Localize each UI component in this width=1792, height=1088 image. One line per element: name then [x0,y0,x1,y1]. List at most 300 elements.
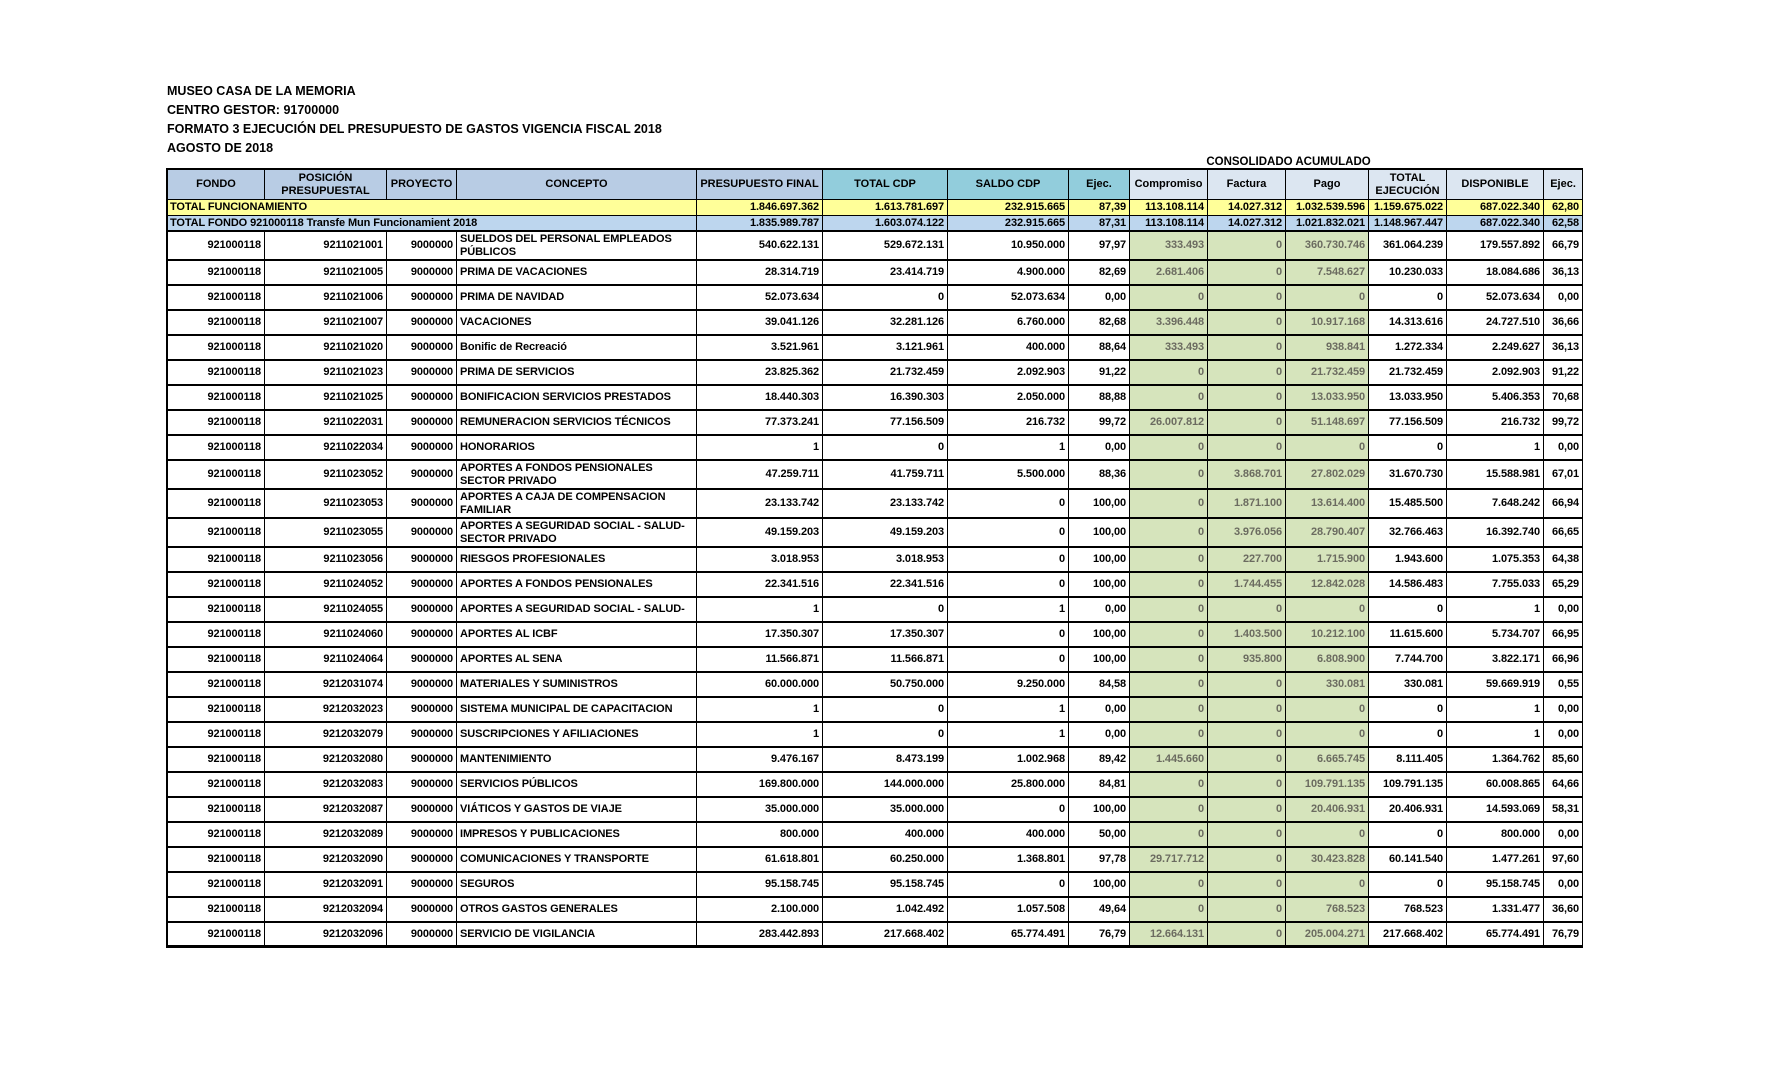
cell-total_ejecucion: 77.156.509 [1369,411,1447,436]
cell-compromiso: 2.681.406 [1130,261,1208,286]
cell-pago: 330.081 [1286,673,1369,698]
cell-saldo_cdp: 216.732 [948,411,1069,436]
cell-ejec_total: 0,00 [1544,823,1583,848]
cell-pago: 6.665.745 [1286,748,1369,773]
cell-ejec_cdp: 49,64 [1069,898,1130,923]
cell-proyecto: 9000000 [387,898,457,923]
data-row [166,598,1583,623]
cell-compromiso: 26.007.812 [1130,411,1208,436]
cell-concepto: SEGUROS [457,873,697,898]
cell-compromiso: 0 [1130,519,1208,548]
spacer [166,145,823,168]
cell-factura: 0 [1208,436,1286,461]
report-title: MUSEO CASA DE LA MEMORIA [167,84,356,98]
cell-posicion: 9211024064 [265,648,387,673]
cell-presupuesto_final: 3.018.953 [697,548,823,573]
total-row [166,200,1583,216]
cell-pago: 938.841 [1286,336,1369,361]
cell-factura: 935.800 [1208,648,1286,673]
data-row [166,436,1583,461]
cell-ejec_total: 0,00 [1544,723,1583,748]
cell-total_cdp: 23.133.742 [823,490,948,519]
data-row [166,823,1583,848]
cell-disponible: 59.669.919 [1447,673,1544,698]
cell-ejec_cdp: 76,79 [1069,923,1130,948]
cell-presupuesto_final: 49.159.203 [697,519,823,548]
cell-total_ejecucion: 7.744.700 [1369,648,1447,673]
cell-presupuesto_final: 22.341.516 [697,573,823,598]
cell-factura: 3.868.701 [1208,461,1286,490]
cell-total_ejecucion: 32.766.463 [1369,519,1447,548]
cell-total_cdp: 0 [823,723,948,748]
cell-compromiso: 0 [1130,490,1208,519]
table-body [166,200,1583,948]
cell-presupuesto_final: 11.566.871 [697,648,823,673]
cell-compromiso: 0 [1130,698,1208,723]
column-header-total-cdp: TOTAL CDP [823,168,948,200]
cell-proyecto: 9000000 [387,598,457,623]
cell-disponible: 687.022.340 [1447,200,1544,216]
cell-total_ejecucion: 20.406.931 [1369,798,1447,823]
total-row [166,216,1583,233]
cell-compromiso: 0 [1130,873,1208,898]
cell-disponible: 7.648.242 [1447,490,1544,519]
cell-total_cdp: 32.281.126 [823,311,948,336]
cell-ejec_cdp: 0,00 [1069,598,1130,623]
cell-total_ejecucion: 768.523 [1369,898,1447,923]
cell-pago: 0 [1286,598,1369,623]
cell-disponible: 95.158.745 [1447,873,1544,898]
cell-saldo_cdp: 0 [948,490,1069,519]
cell-total_cdp: 11.566.871 [823,648,948,673]
cell-pago: 1.715.900 [1286,548,1369,573]
cell-ejec_total: 85,60 [1544,748,1583,773]
cell-fondo: 921000118 [166,698,265,723]
cell-fondo: 921000118 [166,361,265,386]
cell-concepto: COMUNICACIONES Y TRANSPORTE [457,848,697,873]
cell-posicion: 9211021001 [265,232,387,261]
cell-factura: 0 [1208,873,1286,898]
cell-proyecto: 9000000 [387,623,457,648]
cell-ejec_total: 76,79 [1544,923,1583,948]
budget-execution-table [166,145,1583,948]
cell-total_ejecucion: 361.064.239 [1369,232,1447,261]
cell-compromiso: 0 [1130,361,1208,386]
cell-posicion: 9212032096 [265,923,387,948]
cell-factura: 14.027.312 [1208,216,1286,233]
cell-ejec_total: 62,80 [1544,200,1583,216]
cell-ejec_cdp: 88,36 [1069,461,1130,490]
cell-total_cdp: 0 [823,598,948,623]
cell-presupuesto_final: 283.442.893 [697,923,823,948]
cell-ejec_cdp: 87,31 [1069,216,1130,233]
column-header-ejec-total: Ejec. [1544,168,1583,200]
periodo-line: AGOSTO DE 2018 [167,141,274,155]
cell-compromiso: 0 [1130,798,1208,823]
cell-fondo: 921000118 [166,286,265,311]
cell-saldo_cdp: 0 [948,873,1069,898]
cell-ejec_cdp: 100,00 [1069,548,1130,573]
cell-total_cdp: 77.156.509 [823,411,948,436]
cell-fondo: 921000118 [166,461,265,490]
cell-posicion: 9211023056 [265,548,387,573]
cell-presupuesto_final: 28.314.719 [697,261,823,286]
column-header-total-ejecucion: TOTAL EJECUCIÓN [1369,168,1447,200]
data-row [166,386,1583,411]
cell-total_ejecucion: 0 [1369,873,1447,898]
cell-pago: 0 [1286,286,1369,311]
data-row [166,411,1583,436]
cell-disponible: 18.084.686 [1447,261,1544,286]
cell-proyecto: 9000000 [387,823,457,848]
cell-total_ejecucion: 31.670.730 [1369,461,1447,490]
cell-total_cdp: 0 [823,698,948,723]
cell-presupuesto_final: 169.800.000 [697,773,823,798]
cell-concepto: BONIFICACION SERVICIOS PRESTADOS [457,386,697,411]
cell-saldo_cdp: 1 [948,436,1069,461]
cell-total_ejecucion: 14.586.483 [1369,573,1447,598]
cell-total_ejecucion: 21.732.459 [1369,361,1447,386]
column-header-ejec-cdp: Ejec. [1069,168,1130,200]
cell-posicion: 9212032087 [265,798,387,823]
cell-factura: 0 [1208,798,1286,823]
column-header-proyecto: PROYECTO [387,168,457,200]
cell-concepto: SUELDOS DEL PERSONAL EMPLEADOS PÚBLICOS [457,232,697,261]
cell-factura: 0 [1208,773,1286,798]
cell-total_ejecucion: 11.615.600 [1369,623,1447,648]
cell-posicion: 9212032023 [265,698,387,723]
cell-proyecto: 9000000 [387,336,457,361]
data-row [166,798,1583,823]
cell-factura: 0 [1208,748,1286,773]
cell-presupuesto_final: 1 [697,723,823,748]
cell-proyecto: 9000000 [387,232,457,261]
cell-total_cdp: 50.750.000 [823,673,948,698]
cell-ejec_total: 66,96 [1544,648,1583,673]
cell-concepto: VIÁTICOS Y GASTOS DE VIAJE [457,798,697,823]
cell-pago: 0 [1286,823,1369,848]
cell-fondo: 921000118 [166,723,265,748]
cell-concepto: Bonific de Recreació [457,336,697,361]
cell-proyecto: 9000000 [387,361,457,386]
cell-factura: 0 [1208,261,1286,286]
cell-factura: 0 [1208,336,1286,361]
cell-total_cdp: 0 [823,286,948,311]
cell-proyecto: 9000000 [387,773,457,798]
cell-compromiso: 333.493 [1130,336,1208,361]
cell-fondo: 921000118 [166,573,265,598]
cell-total_cdp: 529.672.131 [823,232,948,261]
cell-concepto: OTROS GASTOS GENERALES [457,898,697,923]
cell-proyecto: 9000000 [387,923,457,948]
cell-concepto: APORTES AL ICBF [457,623,697,648]
cell-total_ejecucion: 0 [1369,698,1447,723]
cell-factura: 0 [1208,598,1286,623]
cell-fondo: 921000118 [166,386,265,411]
cell-saldo_cdp: 0 [948,548,1069,573]
cell-concepto: APORTES AL SENA [457,648,697,673]
cell-factura: 3.976.056 [1208,519,1286,548]
cell-fondo: 921000118 [166,623,265,648]
cell-total_ejecucion: 10.230.033 [1369,261,1447,286]
cell-posicion: 9211021023 [265,361,387,386]
cell-saldo_cdp: 400.000 [948,823,1069,848]
cell-concepto: SISTEMA MUNICIPAL DE CAPACITACION [457,698,697,723]
cell-concepto: VACACIONES [457,311,697,336]
cell-fondo: 921000118 [166,898,265,923]
cell-saldo_cdp: 25.800.000 [948,773,1069,798]
cell-ejec_cdp: 88,88 [1069,386,1130,411]
cell-saldo_cdp: 1.002.968 [948,748,1069,773]
cell-presupuesto_final: 95.158.745 [697,873,823,898]
cell-proyecto: 9000000 [387,548,457,573]
cell-presupuesto_final: 47.259.711 [697,461,823,490]
cell-factura: 14.027.312 [1208,200,1286,216]
cell-factura: 0 [1208,361,1286,386]
cell-ejec_cdp: 50,00 [1069,823,1130,848]
cell-presupuesto_final: 1.835.989.787 [697,216,823,233]
cell-concepto: APORTES A FONDOS PENSIONALES SECTOR PRIVADO [457,461,697,490]
cell-proyecto: 9000000 [387,698,457,723]
cell-ejec_total: 0,00 [1544,286,1583,311]
column-header-factura: Factura [1208,168,1286,200]
cell-saldo_cdp: 0 [948,798,1069,823]
cell-pago: 30.423.828 [1286,848,1369,873]
cell-posicion: 9211021020 [265,336,387,361]
cell-concepto: APORTES A SEGURIDAD SOCIAL - SALUD- [457,598,697,623]
cell-saldo_cdp: 2.092.903 [948,361,1069,386]
cell-presupuesto_final: 23.133.742 [697,490,823,519]
cell-ejec_cdp: 89,42 [1069,748,1130,773]
cell-compromiso: 0 [1130,648,1208,673]
cell-total_cdp: 95.158.745 [823,873,948,898]
total-row-label: TOTAL FONDO 921000118 Transfe Mun Funcionamient 2018 [166,216,697,233]
cell-proyecto: 9000000 [387,798,457,823]
cell-total_cdp: 16.390.303 [823,386,948,411]
cell-ejec_cdp: 97,97 [1069,232,1130,261]
group-header-consolidado: CONSOLIDADO ACUMULADO [1206,156,1371,168]
data-row [166,748,1583,773]
cell-ejec_total: 0,00 [1544,598,1583,623]
cell-ejec_total: 66,94 [1544,490,1583,519]
cell-disponible: 1.364.762 [1447,748,1544,773]
cell-concepto: MANTENIMIENTO [457,748,697,773]
cell-disponible: 5.734.707 [1447,623,1544,648]
cell-saldo_cdp: 0 [948,573,1069,598]
data-row [166,261,1583,286]
cell-ejec_total: 62,58 [1544,216,1583,233]
cell-pago: 51.148.697 [1286,411,1369,436]
cell-posicion: 9211024055 [265,598,387,623]
cell-saldo_cdp: 0 [948,519,1069,548]
cell-ejec_total: 36,66 [1544,311,1583,336]
cell-total_cdp: 1.042.492 [823,898,948,923]
cell-total_ejecucion: 1.272.334 [1369,336,1447,361]
cell-pago: 12.842.028 [1286,573,1369,598]
cell-concepto: IMPRESOS Y PUBLICACIONES [457,823,697,848]
cell-disponible: 65.774.491 [1447,923,1544,948]
cell-fondo: 921000118 [166,923,265,948]
cell-ejec_cdp: 100,00 [1069,519,1130,548]
cell-saldo_cdp: 0 [948,623,1069,648]
cell-saldo_cdp: 65.774.491 [948,923,1069,948]
cell-posicion: 9211021025 [265,386,387,411]
cell-proyecto: 9000000 [387,723,457,748]
cell-compromiso: 0 [1130,623,1208,648]
data-row [166,648,1583,673]
cell-proyecto: 9000000 [387,490,457,519]
cell-disponible: 1.331.477 [1447,898,1544,923]
cell-pago: 205.004.271 [1286,923,1369,948]
data-row [166,573,1583,598]
formato-line: FORMATO 3 EJECUCIÓN DEL PRESUPUESTO DE GASTOS VIGENCIA FISCAL 2018 [167,122,662,136]
cell-pago: 1.032.539.596 [1286,200,1369,216]
cell-total_ejecucion: 0 [1369,598,1447,623]
cell-fondo: 921000118 [166,261,265,286]
cell-posicion: 9211024052 [265,573,387,598]
cell-total_cdp: 23.414.719 [823,261,948,286]
cell-fondo: 921000118 [166,748,265,773]
cell-pago: 21.732.459 [1286,361,1369,386]
cell-posicion: 9211022031 [265,411,387,436]
cell-saldo_cdp: 9.250.000 [948,673,1069,698]
cell-posicion: 9211021007 [265,311,387,336]
cell-presupuesto_final: 2.100.000 [697,898,823,923]
cell-concepto: APORTES A CAJA DE COMPENSACION FAMILIAR [457,490,697,519]
cell-fondo: 921000118 [166,436,265,461]
cell-disponible: 7.755.033 [1447,573,1544,598]
cell-presupuesto_final: 540.622.131 [697,232,823,261]
cell-presupuesto_final: 1 [697,598,823,623]
cell-total_cdp: 35.000.000 [823,798,948,823]
cell-saldo_cdp: 10.950.000 [948,232,1069,261]
cell-proyecto: 9000000 [387,311,457,336]
cell-ejec_total: 66,65 [1544,519,1583,548]
header-row [166,168,1583,200]
cell-fondo: 921000118 [166,848,265,873]
cell-ejec_cdp: 84,58 [1069,673,1130,698]
cell-saldo_cdp: 1.368.801 [948,848,1069,873]
cell-total_ejecucion: 217.668.402 [1369,923,1447,948]
cell-disponible: 1.075.353 [1447,548,1544,573]
cell-compromiso: 333.493 [1130,232,1208,261]
cell-saldo_cdp: 2.050.000 [948,386,1069,411]
cell-saldo_cdp: 52.073.634 [948,286,1069,311]
cell-ejec_cdp: 84,81 [1069,773,1130,798]
cell-ejec_cdp: 100,00 [1069,798,1130,823]
cell-ejec_cdp: 0,00 [1069,286,1130,311]
cell-disponible: 52.073.634 [1447,286,1544,311]
cell-compromiso: 12.664.131 [1130,923,1208,948]
cell-disponible: 1 [1447,698,1544,723]
cell-factura: 1.403.500 [1208,623,1286,648]
cell-total_ejecucion: 1.148.967.447 [1369,216,1447,233]
cell-total_cdp: 1.613.781.697 [823,200,948,216]
cell-compromiso: 0 [1130,773,1208,798]
cell-pago: 360.730.746 [1286,232,1369,261]
cell-pago: 768.523 [1286,898,1369,923]
cell-disponible: 1.477.261 [1447,848,1544,873]
cell-saldo_cdp: 1 [948,723,1069,748]
cell-proyecto: 9000000 [387,286,457,311]
cell-compromiso: 113.108.114 [1130,200,1208,216]
data-row [166,623,1583,648]
data-row [166,848,1583,873]
cell-fondo: 921000118 [166,873,265,898]
cell-ejec_cdp: 0,00 [1069,436,1130,461]
cell-saldo_cdp: 1 [948,598,1069,623]
cell-total_ejecucion: 1.159.675.022 [1369,200,1447,216]
cell-total_cdp: 1.603.074.122 [823,216,948,233]
cell-factura: 0 [1208,673,1286,698]
cell-disponible: 1 [1447,598,1544,623]
cell-saldo_cdp: 232.915.665 [948,200,1069,216]
cell-pago: 0 [1286,698,1369,723]
cell-factura: 0 [1208,311,1286,336]
cell-proyecto: 9000000 [387,573,457,598]
cell-proyecto: 9000000 [387,673,457,698]
cell-compromiso: 0 [1130,573,1208,598]
cell-total_cdp: 22.341.516 [823,573,948,598]
cell-fondo: 921000118 [166,336,265,361]
data-row [166,898,1583,923]
cell-factura: 0 [1208,723,1286,748]
cell-total_cdp: 17.350.307 [823,623,948,648]
column-header-posicion-presupuestal: POSICIÓN PRESUPUESTAL [265,168,387,200]
cell-factura: 0 [1208,698,1286,723]
cell-ejec_total: 0,00 [1544,436,1583,461]
data-row [166,519,1583,548]
data-row [166,673,1583,698]
cell-pago: 1.021.832.021 [1286,216,1369,233]
cell-concepto: SERVICIO DE VIGILANCIA [457,923,697,948]
cell-total_cdp: 3.121.961 [823,336,948,361]
cell-posicion: 9211023055 [265,519,387,548]
cell-disponible: 14.593.069 [1447,798,1544,823]
cell-ejec_total: 64,66 [1544,773,1583,798]
cell-factura: 0 [1208,411,1286,436]
cell-saldo_cdp: 1 [948,698,1069,723]
cell-fondo: 921000118 [166,673,265,698]
cell-ejec_cdp: 100,00 [1069,623,1130,648]
cell-proyecto: 9000000 [387,386,457,411]
cell-total_cdp: 60.250.000 [823,848,948,873]
cell-disponible: 1 [1447,723,1544,748]
cell-presupuesto_final: 39.041.126 [697,311,823,336]
cell-ejec_total: 65,29 [1544,573,1583,598]
cell-pago: 28.790.407 [1286,519,1369,548]
cell-fondo: 921000118 [166,311,265,336]
cell-ejec_cdp: 0,00 [1069,723,1130,748]
cell-factura: 0 [1208,898,1286,923]
cell-proyecto: 9000000 [387,411,457,436]
cell-disponible: 5.406.353 [1447,386,1544,411]
cell-disponible: 179.557.892 [1447,232,1544,261]
data-row [166,873,1583,898]
cell-ejec_cdp: 0,00 [1069,698,1130,723]
cell-concepto: MATERIALES Y SUMINISTROS [457,673,697,698]
cell-disponible: 24.727.510 [1447,311,1544,336]
cell-factura: 0 [1208,232,1286,261]
cell-ejec_cdp: 82,68 [1069,311,1130,336]
cell-pago: 0 [1286,436,1369,461]
cell-fondo: 921000118 [166,798,265,823]
cell-presupuesto_final: 3.521.961 [697,336,823,361]
cell-disponible: 60.008.865 [1447,773,1544,798]
cell-presupuesto_final: 800.000 [697,823,823,848]
cell-ejec_cdp: 100,00 [1069,873,1130,898]
cell-ejec_cdp: 100,00 [1069,573,1130,598]
